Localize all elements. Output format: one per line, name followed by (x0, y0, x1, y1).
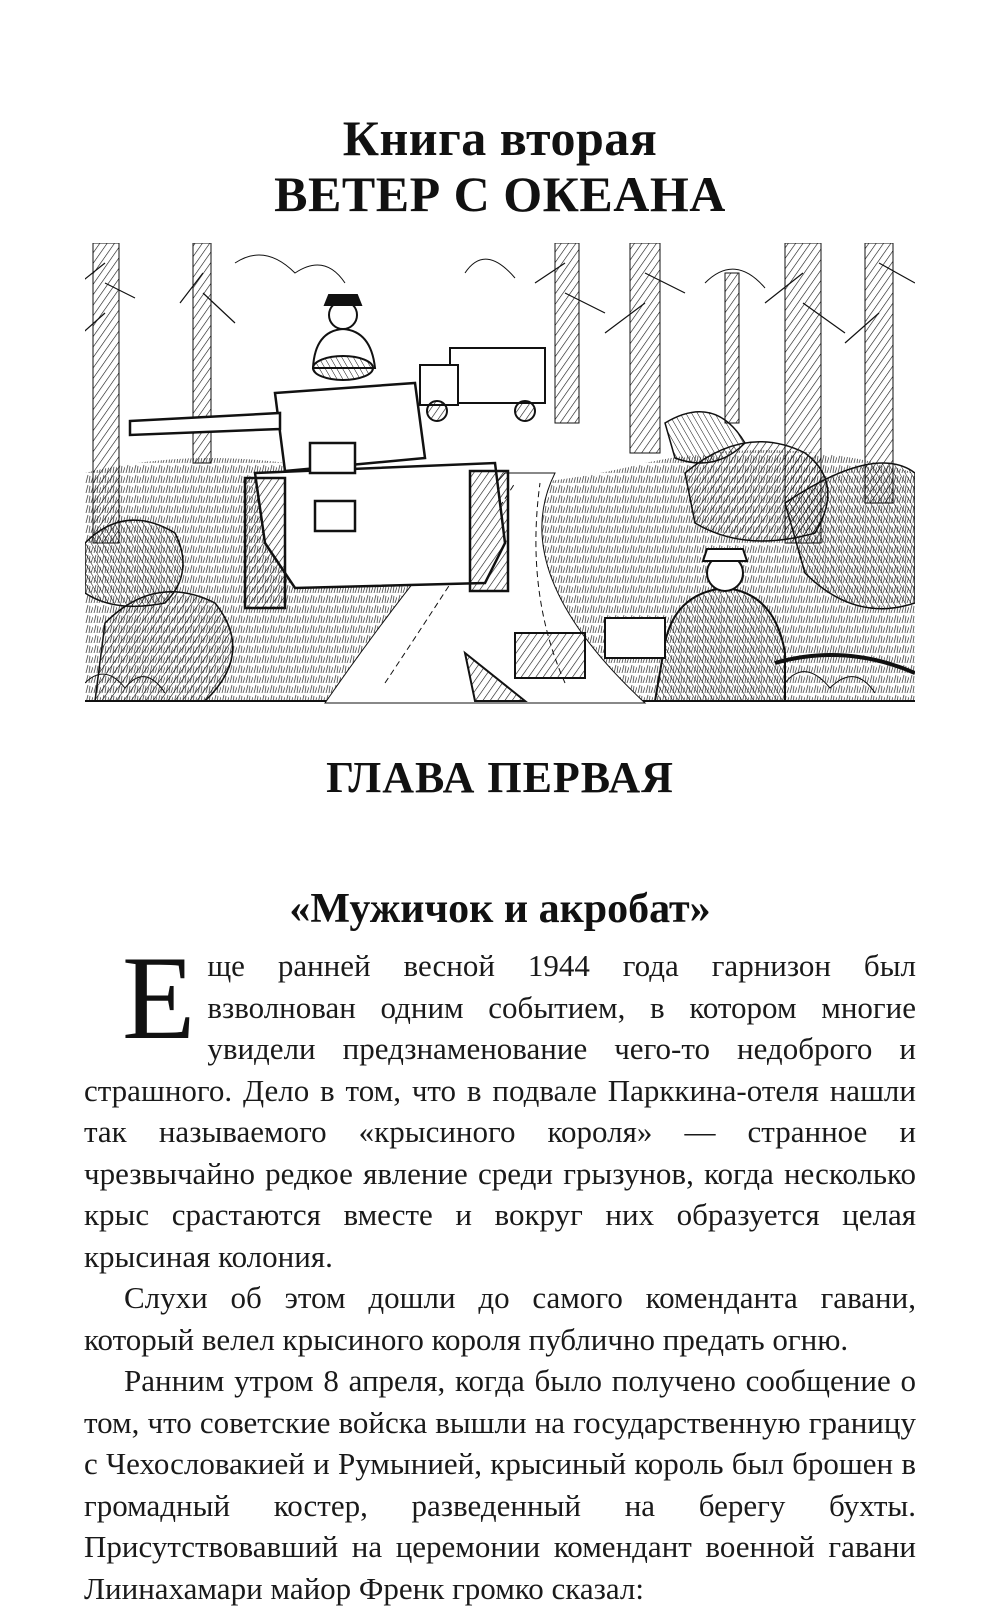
paragraph-1-text: ще ранней весной 1944 года гарнизон был взволнован одним событием, в котором многие увидели предзнаменование чего-то недоброго и страшного. Дело в том, что в подвале Парккина-отеля нашли так называемого «крысиного короля» — странное и чрезвычайно редкое явление среди грызунов, когда несколько крыс срастаются вместе и вокруг них образуется целая крысиная колония. (84, 948, 916, 1274)
book-part-name: ВЕТЕР С ОКЕАНА (274, 166, 726, 222)
book-title (0, 110, 1000, 222)
chapter-title: ГЛАВА ПЕРВАЯ (326, 753, 674, 802)
section-title: «Мужичок и акробат» (289, 886, 711, 932)
paragraph-3: Ранним утром 8 апреля, когда было получено сообщение о том, что советские войска вышли на государственную границу с Чехословакией и Румынией, крысиный король был брошен в громадный костер, разведенный на берегу бухты. Присутствовавший на церемонии комендант военной гавани Лиинахамари майор Френк громко сказал: (84, 1363, 916, 1606)
book-part-label: Книга вторая (342, 110, 658, 166)
paragraph-2: Слухи об этом дошли до самого коменданта гавани, который велел крысиного короля публично предать огню. (84, 1280, 916, 1357)
chapter-illustration (85, 243, 915, 705)
body-text (84, 931, 916, 1609)
paragraph-1 (84, 931, 916, 1277)
drop-cap: Е (122, 931, 196, 1064)
